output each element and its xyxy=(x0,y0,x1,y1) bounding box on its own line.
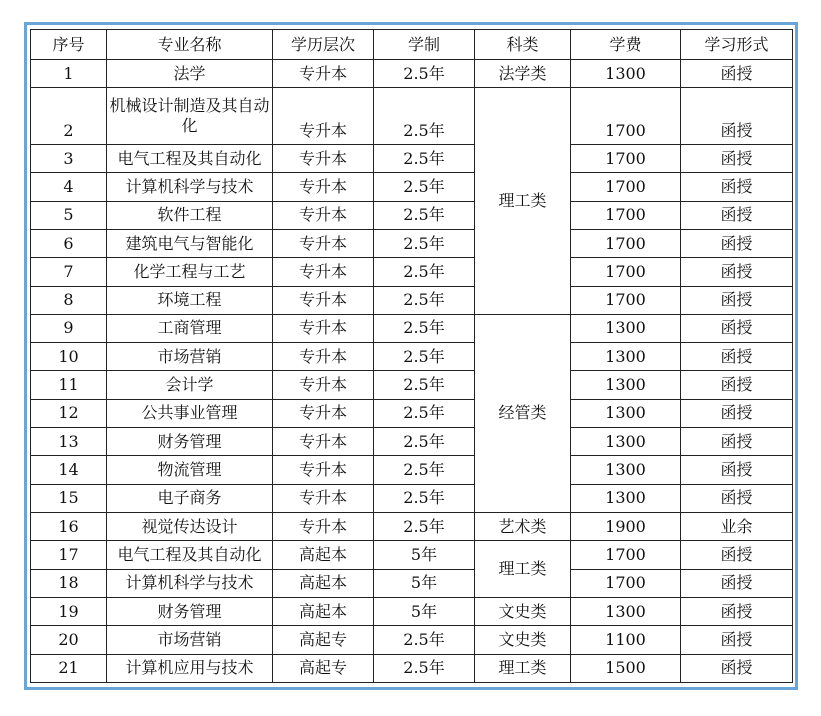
cell-years: 2.5年 xyxy=(374,654,475,682)
cell-years: 2.5年 xyxy=(374,229,475,257)
cell-no: 15 xyxy=(31,484,107,512)
cell-no: 6 xyxy=(31,229,107,257)
table-row xyxy=(31,654,793,682)
cell-mode: 函授 xyxy=(681,60,793,88)
cell-years: 5年 xyxy=(374,597,475,625)
cell-years: 2.5年 xyxy=(374,428,475,456)
cell-category: 艺术类 xyxy=(475,513,571,541)
cell-level: 专升本 xyxy=(273,399,374,427)
cell-category: 文史类 xyxy=(475,626,571,654)
cell-years: 2.5年 xyxy=(374,456,475,484)
cell-level: 高起本 xyxy=(273,597,374,625)
table-row xyxy=(31,484,793,512)
cell-name: 电子商务 xyxy=(107,484,273,512)
cell-category: 文史类 xyxy=(475,597,571,625)
cell-mode: 函授 xyxy=(681,456,793,484)
cell-name: 物流管理 xyxy=(107,456,273,484)
cell-mode: 函授 xyxy=(681,484,793,512)
cell-no: 2 xyxy=(31,88,107,145)
cell-fee: 1900 xyxy=(571,513,681,541)
cell-name: 电气工程及其自动化 xyxy=(107,144,273,172)
cell-name: 视觉传达设计 xyxy=(107,513,273,541)
cell-no: 9 xyxy=(31,314,107,342)
header-name: 专业名称 xyxy=(107,30,273,60)
cell-no: 11 xyxy=(31,371,107,399)
header-category: 科类 xyxy=(475,30,571,60)
table-row xyxy=(31,428,793,456)
cell-fee: 1700 xyxy=(571,286,681,314)
table-row xyxy=(31,456,793,484)
table-body xyxy=(31,60,793,683)
cell-fee: 1700 xyxy=(571,201,681,229)
table-row xyxy=(31,399,793,427)
cell-level: 高起本 xyxy=(273,541,374,569)
header-mode: 学习形式 xyxy=(681,30,793,60)
cell-years: 2.5年 xyxy=(374,513,475,541)
cell-years: 2.5年 xyxy=(374,60,475,88)
cell-fee: 1300 xyxy=(571,428,681,456)
cell-no: 21 xyxy=(31,654,107,682)
cell-no: 10 xyxy=(31,343,107,371)
cell-level: 专升本 xyxy=(273,173,374,201)
cell-level: 专升本 xyxy=(273,144,374,172)
cell-fee: 1500 xyxy=(571,654,681,682)
cell-mode: 函授 xyxy=(681,314,793,342)
table-row xyxy=(31,343,793,371)
cell-level: 专升本 xyxy=(273,428,374,456)
cell-mode: 函授 xyxy=(681,541,793,569)
cell-mode: 函授 xyxy=(681,144,793,172)
cell-no: 18 xyxy=(31,569,107,597)
cell-mode: 函授 xyxy=(681,201,793,229)
cell-years: 5年 xyxy=(374,569,475,597)
cell-fee: 1100 xyxy=(571,626,681,654)
cell-mode: 函授 xyxy=(681,258,793,286)
header-no: 序号 xyxy=(31,30,107,60)
cell-level: 专升本 xyxy=(273,371,374,399)
cell-years: 2.5年 xyxy=(374,201,475,229)
cell-category: 理工类 xyxy=(475,88,571,315)
cell-name: 会计学 xyxy=(107,371,273,399)
cell-name: 市场营销 xyxy=(107,626,273,654)
cell-years: 2.5年 xyxy=(374,144,475,172)
cell-fee: 1700 xyxy=(571,144,681,172)
cell-no: 7 xyxy=(31,258,107,286)
cell-years: 2.5年 xyxy=(374,371,475,399)
cell-name: 环境工程 xyxy=(107,286,273,314)
table-row xyxy=(31,229,793,257)
cell-fee: 1300 xyxy=(571,343,681,371)
table-row xyxy=(31,173,793,201)
cell-fee: 1700 xyxy=(571,88,681,145)
table-row xyxy=(31,144,793,172)
cell-no: 12 xyxy=(31,399,107,427)
cell-no: 20 xyxy=(31,626,107,654)
cell-level: 专升本 xyxy=(273,456,374,484)
cell-years: 2.5年 xyxy=(374,314,475,342)
cell-name: 法学 xyxy=(107,60,273,88)
cell-name: 计算机科学与技术 xyxy=(107,173,273,201)
cell-name: 电气工程及其自动化 xyxy=(107,541,273,569)
cell-fee: 1300 xyxy=(571,484,681,512)
cell-level: 专升本 xyxy=(273,229,374,257)
header-row xyxy=(31,30,793,60)
cell-category: 法学类 xyxy=(475,60,571,88)
table-row xyxy=(31,88,793,145)
cell-mode: 函授 xyxy=(681,569,793,597)
cell-fee: 1300 xyxy=(571,314,681,342)
cell-fee: 1700 xyxy=(571,229,681,257)
cell-name: 计算机应用与技术 xyxy=(107,654,273,682)
cell-no: 1 xyxy=(31,60,107,88)
cell-name: 财务管理 xyxy=(107,597,273,625)
cell-years: 5年 xyxy=(374,541,475,569)
cell-no: 16 xyxy=(31,513,107,541)
cell-years: 2.5年 xyxy=(374,484,475,512)
cell-mode: 函授 xyxy=(681,286,793,314)
cell-category: 理工类 xyxy=(475,541,571,598)
cell-level: 专升本 xyxy=(273,513,374,541)
cell-no: 13 xyxy=(31,428,107,456)
cell-level: 专升本 xyxy=(273,201,374,229)
cell-years: 2.5年 xyxy=(374,626,475,654)
cell-level: 专升本 xyxy=(273,343,374,371)
table-row xyxy=(31,626,793,654)
cell-mode: 函授 xyxy=(681,399,793,427)
cell-years: 2.5年 xyxy=(374,286,475,314)
cell-mode: 函授 xyxy=(681,229,793,257)
cell-fee: 1300 xyxy=(571,456,681,484)
table-row xyxy=(31,286,793,314)
cell-name: 计算机科学与技术 xyxy=(107,569,273,597)
cell-years: 2.5年 xyxy=(374,173,475,201)
cell-fee: 1700 xyxy=(571,569,681,597)
cell-level: 专升本 xyxy=(273,88,374,145)
cell-no: 19 xyxy=(31,597,107,625)
cell-level: 高起专 xyxy=(273,654,374,682)
table-row xyxy=(31,541,793,569)
cell-fee: 1700 xyxy=(571,541,681,569)
cell-no: 3 xyxy=(31,144,107,172)
cell-fee: 1700 xyxy=(571,173,681,201)
cell-no: 17 xyxy=(31,541,107,569)
cell-name: 建筑电气与智能化 xyxy=(107,229,273,257)
cell-mode: 函授 xyxy=(681,428,793,456)
table-row xyxy=(31,60,793,88)
cell-fee: 1300 xyxy=(571,371,681,399)
cell-no: 4 xyxy=(31,173,107,201)
cell-mode: 函授 xyxy=(681,597,793,625)
cell-mode: 函授 xyxy=(681,88,793,145)
cell-mode: 函授 xyxy=(681,173,793,201)
cell-years: 2.5年 xyxy=(374,343,475,371)
cell-no: 14 xyxy=(31,456,107,484)
cell-name: 公共事业管理 xyxy=(107,399,273,427)
table-row xyxy=(31,201,793,229)
cell-level: 高起本 xyxy=(273,569,374,597)
header-fee: 学费 xyxy=(571,30,681,60)
cell-mode: 业余 xyxy=(681,513,793,541)
cell-no: 8 xyxy=(31,286,107,314)
cell-level: 专升本 xyxy=(273,258,374,286)
cell-mode: 函授 xyxy=(681,626,793,654)
cell-years: 2.5年 xyxy=(374,399,475,427)
table-row xyxy=(31,569,793,597)
table-row xyxy=(31,258,793,286)
header-level: 学历层次 xyxy=(273,30,374,60)
cell-mode: 函授 xyxy=(681,343,793,371)
cell-level: 专升本 xyxy=(273,314,374,342)
cell-years: 2.5年 xyxy=(374,88,475,145)
cell-name: 化学工程与工艺 xyxy=(107,258,273,286)
cell-fee: 1300 xyxy=(571,60,681,88)
cell-fee: 1300 xyxy=(571,399,681,427)
table-row xyxy=(31,314,793,342)
cell-name: 工商管理 xyxy=(107,314,273,342)
cell-mode: 函授 xyxy=(681,654,793,682)
table-row xyxy=(31,371,793,399)
cell-name: 财务管理 xyxy=(107,428,273,456)
table-row xyxy=(31,597,793,625)
cell-level: 专升本 xyxy=(273,286,374,314)
cell-name: 软件工程 xyxy=(107,201,273,229)
table-row xyxy=(31,513,793,541)
header-years: 学制 xyxy=(374,30,475,60)
cell-level: 专升本 xyxy=(273,484,374,512)
cell-years: 2.5年 xyxy=(374,258,475,286)
cell-level: 专升本 xyxy=(273,60,374,88)
cell-level: 高起专 xyxy=(273,626,374,654)
program-table xyxy=(30,29,793,683)
cell-fee: 1300 xyxy=(571,597,681,625)
cell-no: 5 xyxy=(31,201,107,229)
cell-fee: 1700 xyxy=(571,258,681,286)
cell-name: 市场营销 xyxy=(107,343,273,371)
cell-name: 机械设计制造及其自动化 xyxy=(107,88,273,145)
cell-category: 经管类 xyxy=(475,314,571,512)
cell-category: 理工类 xyxy=(475,654,571,682)
cell-mode: 函授 xyxy=(681,371,793,399)
